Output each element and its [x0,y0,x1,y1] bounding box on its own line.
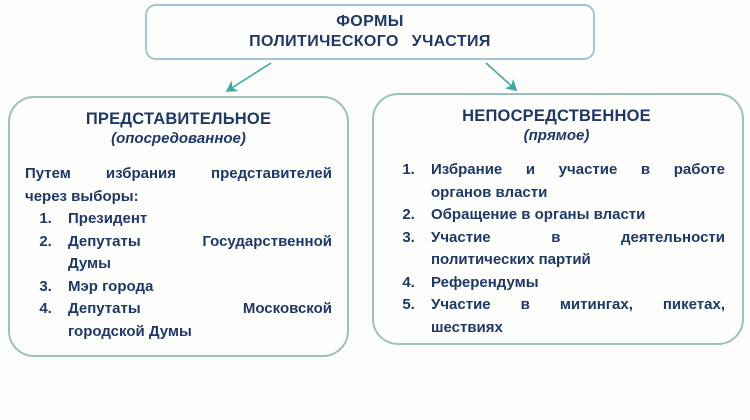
list-item-line: органов власти [431,183,548,201]
list-item-line: 4. Депутаты Московской [68,300,332,317]
diagram-title-line2: ПОЛИТИЧЕСКОГО УЧАСТИЯ [249,33,491,50]
panel-direct-subheading: (прямое) [523,127,590,144]
list-item [56,276,332,299]
list-item [56,231,332,276]
list-item-line: 5. Участие в митингах, пикетах, [431,296,725,313]
panel-representative [8,96,349,357]
list-item-line: 1. Президент [68,210,148,227]
list-item [419,159,725,204]
intro-line: Путем избрания представителей [25,165,332,182]
diagram-title-line1: ФОРМЫ [336,13,404,30]
intro-line: через выборы: [25,187,139,205]
list-item [419,204,725,227]
list-item-line: 1. Избрание и участие в работе [431,161,725,178]
direct-list [388,159,725,339]
panel-representative-intro [25,163,332,208]
list-item-line: Думы [68,255,111,272]
list-item [419,227,725,272]
panel-direct-heading: НЕПОСРЕДСТВЕННОЕ [462,107,651,125]
list-item-line: 3. Мэр города [68,277,154,295]
list-item-line: 4. Референдумы [431,273,539,291]
list-item [419,272,725,295]
list-item-line: 2. Обращение в органы власти [431,206,646,223]
list-item [56,298,332,343]
panel-direct [372,93,744,345]
panel-representative-heading: ПРЕДСТАВИТЕЛЬНОЕ [85,110,272,128]
list-item [419,294,725,339]
list-item [56,208,332,231]
title-box [145,4,595,60]
panel-representative-subheading: (опосредованное) [111,130,246,147]
list-item-line: 3. Участие в деятельности [431,228,725,246]
list-item-line: политических партий [431,251,591,268]
arrow-left-icon [227,63,271,91]
list-item-line: городской Думы [68,322,192,340]
list-item-line: 2. Депутаты Государственной [68,232,332,250]
list-item-line: шествиях [431,318,503,336]
arrow-right-icon [486,63,516,90]
representative-list [25,208,332,343]
